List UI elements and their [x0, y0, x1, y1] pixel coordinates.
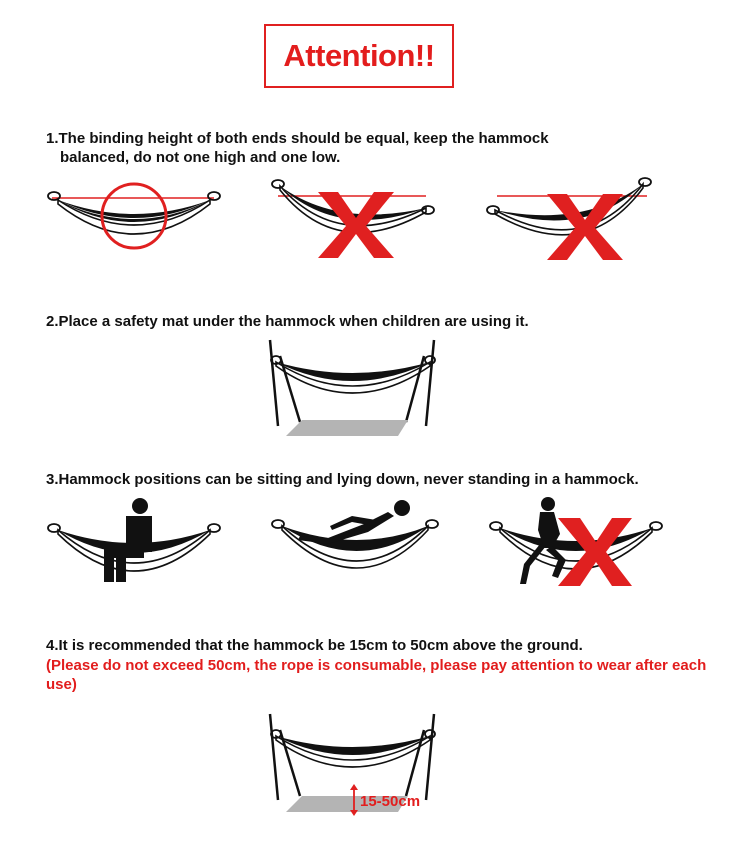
red-x-icon: [318, 192, 394, 258]
hammock: [272, 520, 438, 568]
unbalanced-hammock-right-high-illustration: [485, 176, 655, 260]
step-3-line-1: 3.Hammock positions can be sitting and lying down, never standing in a hammock.: [46, 471, 639, 488]
step-2-text: [46, 312, 529, 331]
hammock-stand: [270, 340, 435, 426]
lying-position-illustration: [268, 496, 443, 584]
step-2-line-1: 2.Place a safety mat under the hammock when children are using it.: [46, 313, 529, 330]
page-title: Attention!!: [283, 38, 435, 73]
standing-position-illustration: [486, 494, 662, 586]
sitting-person-icon: [104, 498, 152, 582]
balanced-hammock-illustration: [44, 180, 224, 260]
red-x-icon: [558, 518, 632, 586]
attention-banner: [264, 24, 454, 88]
step-1-text: [46, 129, 549, 167]
hammock-stand-with-mat-illustration: [262, 336, 452, 442]
safety-mat: [286, 420, 408, 436]
hammock-height-illustration: [262, 712, 452, 818]
unbalanced-hammock-left-high-illustration: [268, 178, 438, 260]
hammock-level: [48, 192, 220, 234]
step-4-line-1: 4.It is recommended that the hammock be 15cm to 50cm above the ground.: [46, 637, 583, 654]
step-1-line-2: balanced, do not one high and one low.: [60, 149, 341, 166]
height-range-label: 15-50cm: [360, 793, 421, 810]
step-4-text: [46, 636, 583, 655]
sitting-position-illustration: [44, 496, 224, 584]
red-x-icon: [547, 194, 623, 260]
step-3-text: [46, 470, 639, 489]
rope-warning: (Please do not exceed 50cm, the rope is consumable, please pay attention to wear after each use): [46, 657, 707, 693]
step-1-line-1: 1.The binding height of both ends should be equal, keep the hammock: [46, 130, 549, 147]
